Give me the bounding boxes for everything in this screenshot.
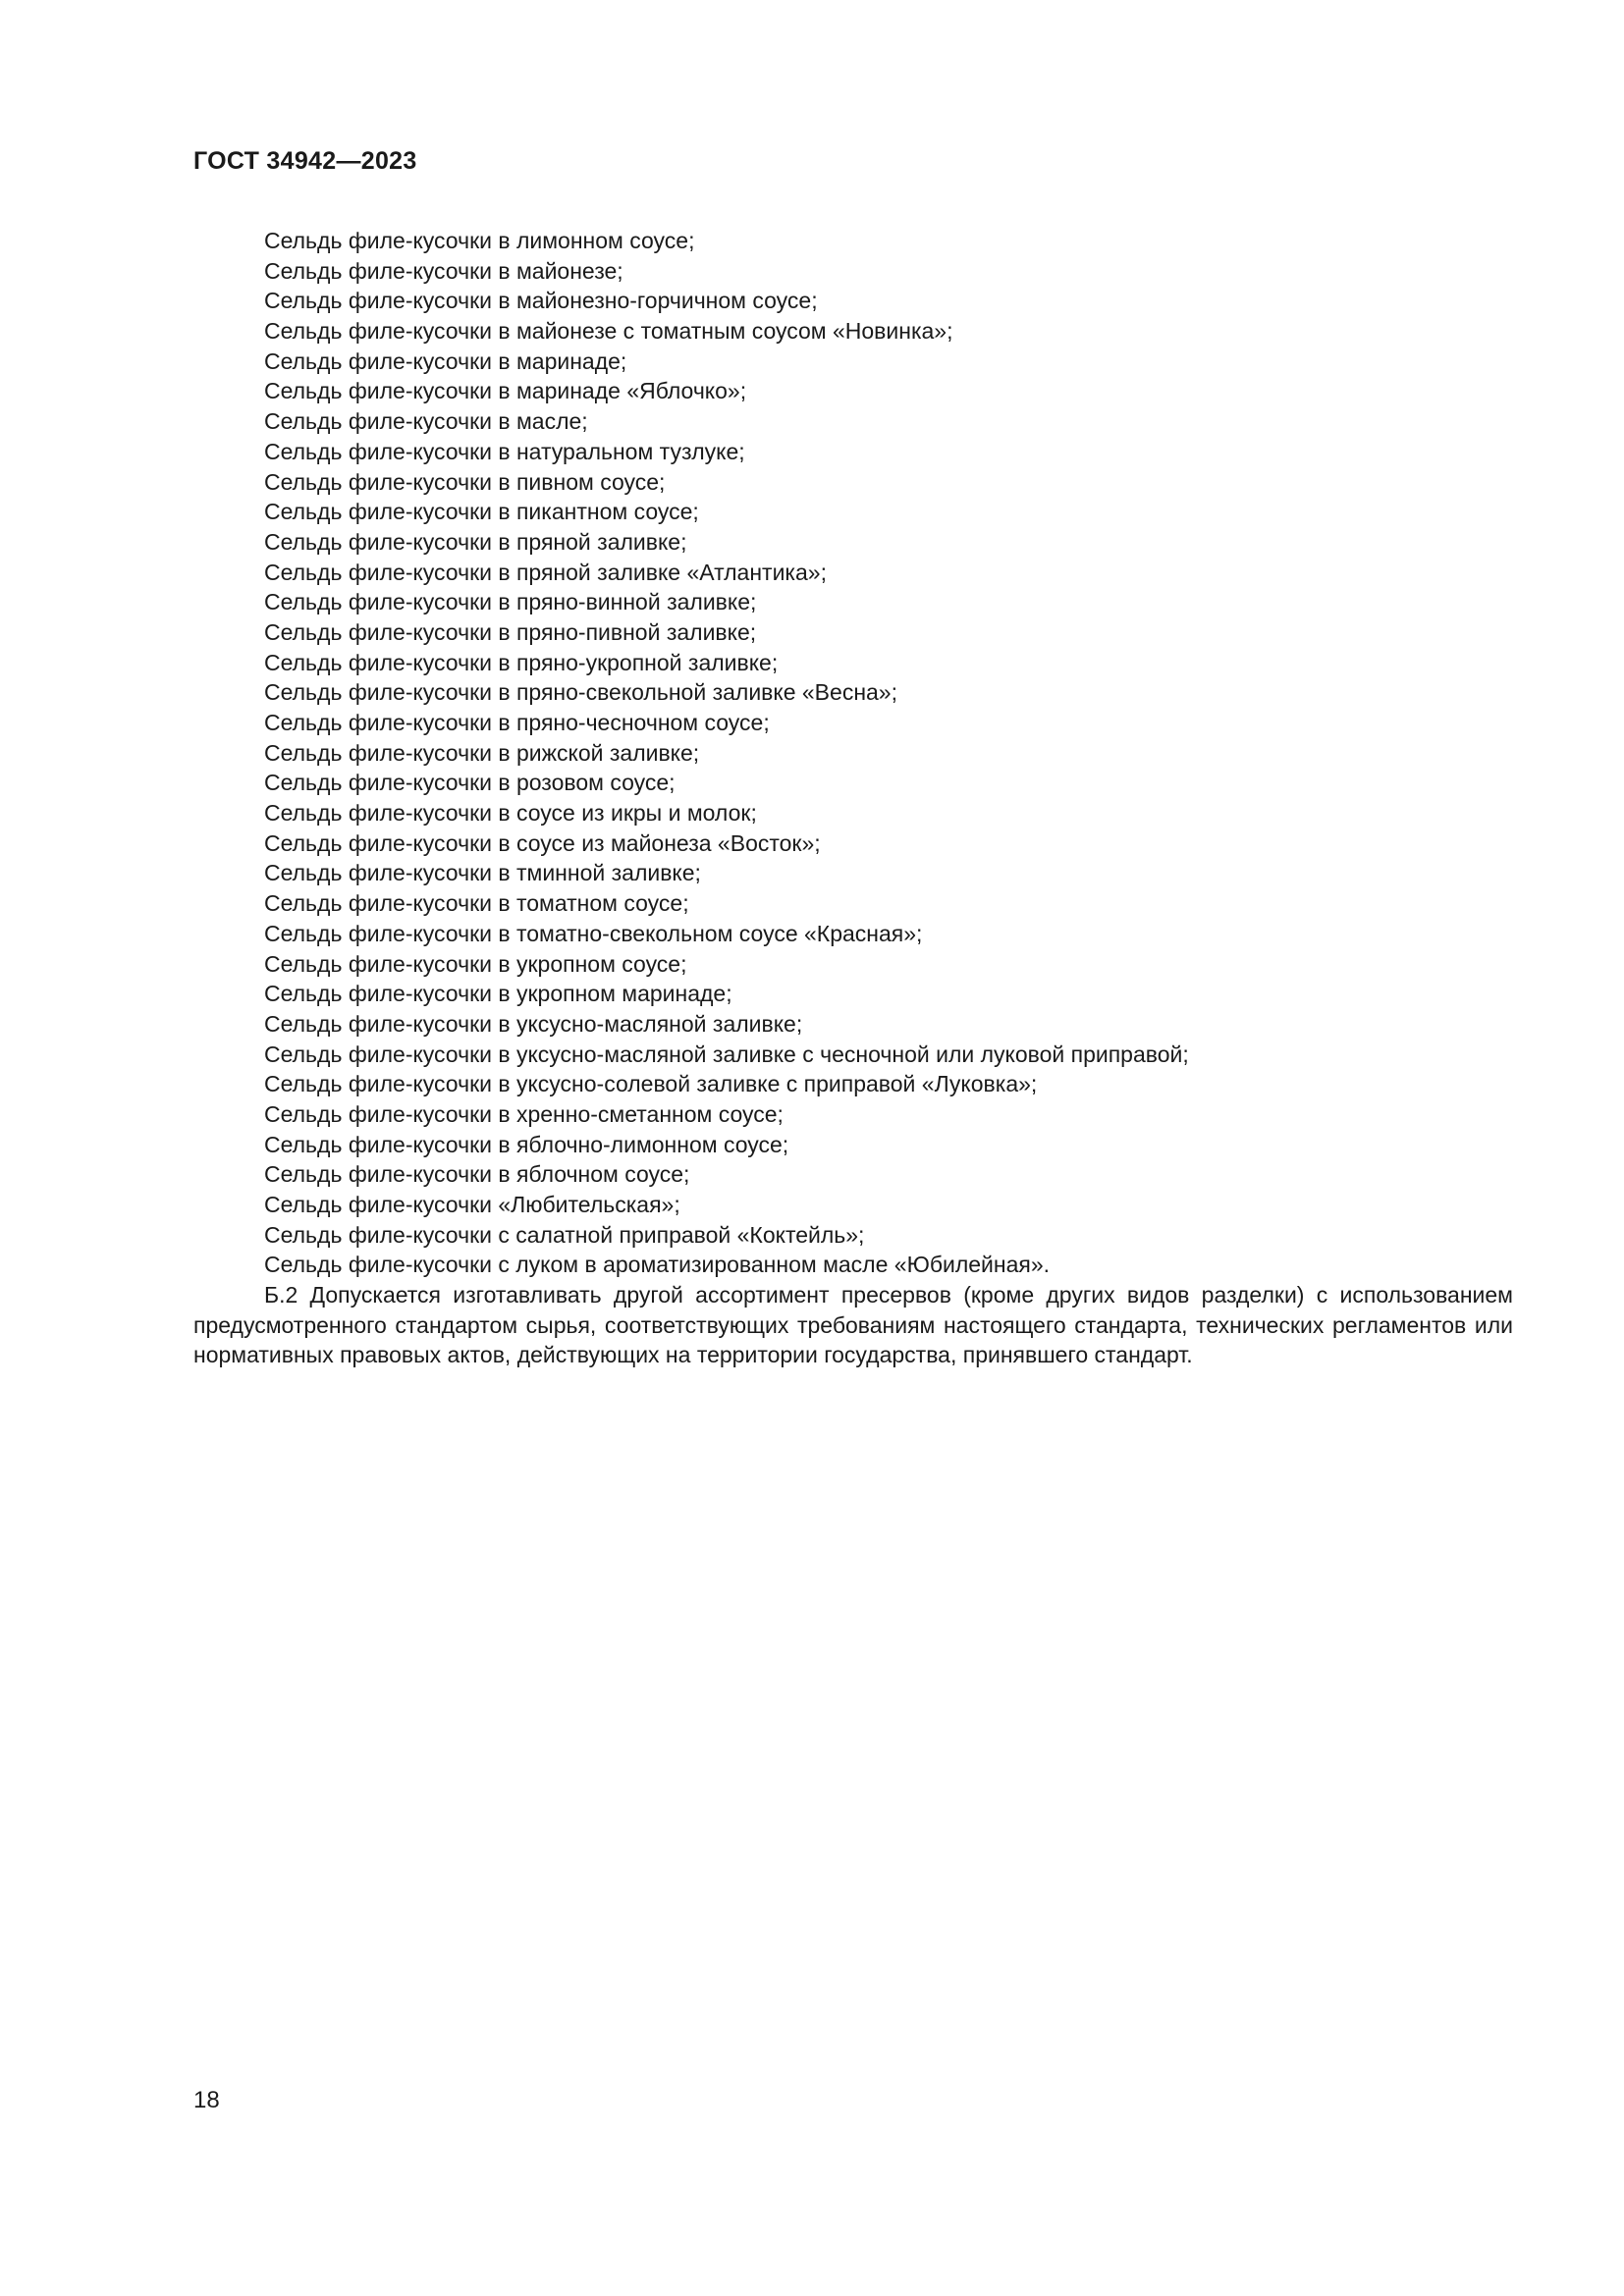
list-item: Сельдь филе-кусочки в укропном маринаде; bbox=[264, 981, 732, 1007]
list-item: Сельдь филе-кусочки в томатно-свекольном соусе «Красная»; bbox=[264, 920, 923, 946]
list-item: Сельдь филе-кусочки в майонезе с томатным соусом «Новинка»; bbox=[264, 318, 953, 345]
list-item: Сельдь филе-кусочки в уксусно-масляной заливке с чесночной или луковой приправой; bbox=[264, 1041, 1189, 1067]
list-item: Сельдь филе-кусочки в рижской заливке; bbox=[264, 739, 700, 766]
list-item: Сельдь филе-кусочки в пряно-свекольной заливке «Весна»; bbox=[264, 679, 897, 706]
list-item: Сельдь филе-кусочки в пряно-укропной заливке; bbox=[264, 649, 779, 675]
list-item: Сельдь филе-кусочки в яблочном соусе; bbox=[264, 1161, 690, 1188]
list-item: Сельдь филе-кусочки в масле; bbox=[264, 408, 588, 435]
list-item: Сельдь филе-кусочки в тминной заливке; bbox=[264, 860, 701, 886]
list-item: Сельдь филе-кусочки с салатной приправой «Коктейль»; bbox=[264, 1221, 865, 1248]
list-item: Сельдь филе-кусочки в пикантном соусе; bbox=[264, 499, 699, 525]
page-number: 18 bbox=[193, 2087, 220, 2113]
list-item: Сельдь филе-кусочки в пряно-пивной заливке; bbox=[264, 618, 757, 645]
list-item: Сельдь филе-кусочки в пряной заливке; bbox=[264, 528, 687, 555]
list-item: Сельдь филе-кусочки в соусе из икры и молок; bbox=[264, 800, 757, 827]
clause-b2-paragraph: Б.2 Допускается изготавливать другой ассортимент пресервов (кроме других видов разделки) с использованием предусмотренного стандартом сырья, соответствующих требованиям настоящего стандарта, технических регламентов или нормативных правовых актов, действующих на территории государства, принявшего стандарт. bbox=[193, 1282, 1513, 1368]
list-item: Сельдь филе-кусочки в розовом соусе; bbox=[264, 770, 676, 796]
list-item: Сельдь филе-кусочки в натуральном тузлуке; bbox=[264, 438, 745, 464]
list-item: Сельдь филе-кусочки в укропном соусе; bbox=[264, 950, 687, 977]
list-item: Сельдь филе-кусочки «Любительская»; bbox=[264, 1192, 680, 1217]
list-item: Сельдь филе-кусочки в маринаде «Яблочко»; bbox=[264, 378, 747, 404]
list-item: Сельдь филе-кусочки в майонезе; bbox=[264, 257, 623, 284]
list-item: Сельдь филе-кусочки в уксусно-солевой заливке с приправой «Луковка»; bbox=[264, 1071, 1038, 1097]
list-item: Сельдь филе-кусочки в маринаде; bbox=[264, 347, 627, 374]
list-item: Сельдь филе-кусочки в пряно-винной заливке; bbox=[264, 589, 757, 615]
list-item: Сельдь филе-кусочки в пряной заливке «Атлантика»; bbox=[264, 559, 827, 585]
list-item: Сельдь филе-кусочки в пряно-чесночном соусе; bbox=[264, 710, 770, 735]
list-item: Сельдь филе-кусочки в пивном соусе; bbox=[264, 468, 666, 495]
list-item: Сельдь филе-кусочки в хренно-сметанном соусе; bbox=[264, 1100, 784, 1127]
list-item: Сельдь филе-кусочки в томатном соусе; bbox=[264, 890, 689, 917]
list-item: Сельдь филе-кусочки в соусе из майонеза «Восток»; bbox=[264, 829, 821, 856]
list-item: Сельдь филе-кусочки в яблочно-лимонном соусе; bbox=[264, 1131, 789, 1157]
list-item: Сельдь филе-кусочки в лимонном соусе; bbox=[264, 228, 695, 253]
assortment-list bbox=[264, 226, 1541, 1280]
list-item: Сельдь филе-кусочки в майонезно-горчичном соусе; bbox=[264, 288, 818, 314]
list-item: Сельдь филе-кусочки в уксусно-масляной заливке; bbox=[264, 1010, 803, 1037]
document-header: ГОСТ 34942—2023 bbox=[193, 147, 417, 175]
list-item: Сельдь филе-кусочки с луком в ароматизированном масле «Юбилейная». bbox=[264, 1252, 1051, 1278]
